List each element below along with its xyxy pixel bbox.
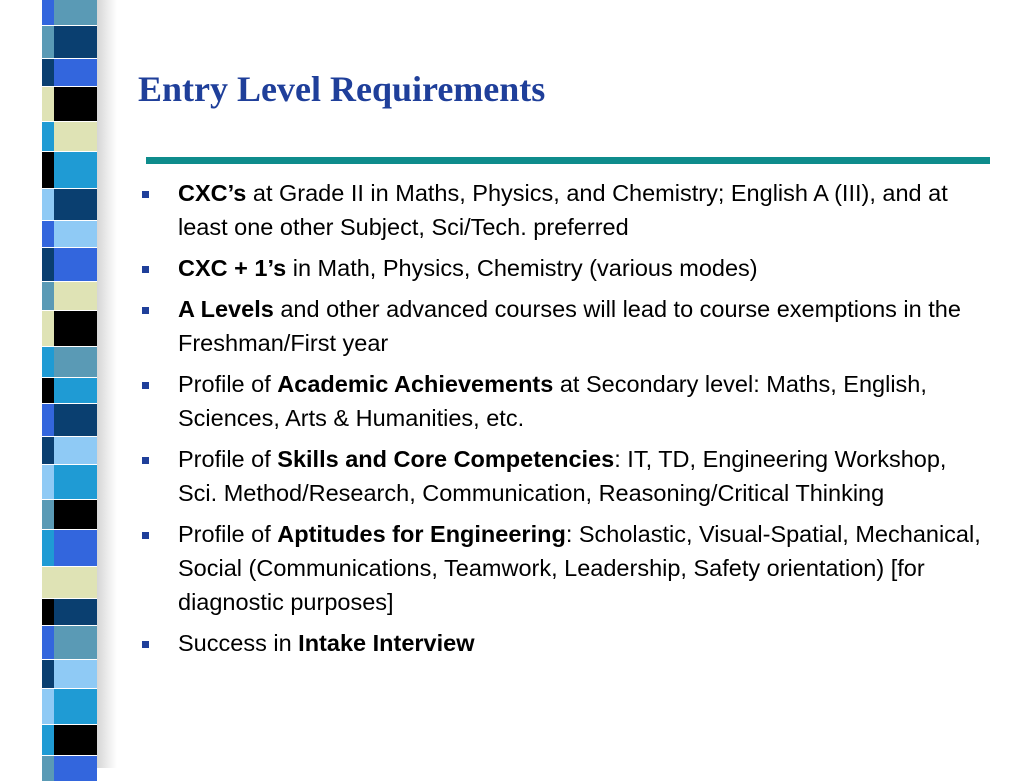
bullet-pre: Profile of: [178, 371, 278, 397]
strip-tile: [42, 189, 54, 221]
strip-tile: [54, 660, 97, 689]
strip-tile: [42, 404, 54, 437]
bullet-pre: Profile of: [178, 446, 278, 472]
bullet-item: [142, 626, 992, 660]
bullet-post: at Secondary level: Maths, English, Sciences, Arts & Humanities, etc.: [178, 371, 927, 431]
strip-tile: [42, 530, 54, 567]
bullet-post: and other advanced courses will lead to course exemptions in the Freshman/First year: [178, 296, 961, 356]
square-bullet-icon: [142, 641, 149, 648]
strip-tile: [54, 221, 97, 248]
strip-tile: [42, 311, 54, 347]
strip-tile: [54, 122, 97, 152]
strip-tile: [42, 59, 54, 87]
strip-tile: [54, 189, 97, 221]
strip-tile: [54, 87, 97, 122]
strip-tile: [42, 0, 54, 26]
strip-tile: [54, 59, 97, 87]
bullet-post: : Scholastic, Visual-Spatial, Mechanical, Social (Communications, Teamwork, Leadership, Safety orientation) [for diagnostic purposes]: [178, 521, 981, 615]
bullet-bold: A Levels: [178, 296, 274, 322]
strip-tile: [42, 437, 54, 465]
bullet-post: : IT, TD, Engineering Workshop, Sci. Method/Research, Communication, Reasoning/Critical Thinking: [178, 446, 947, 506]
strip-tile: [54, 599, 97, 626]
strip-tile: [54, 725, 97, 756]
bullet-pre: Profile of: [178, 521, 278, 547]
strip-tile: [54, 689, 97, 725]
strip-tile: [54, 248, 97, 282]
square-bullet-icon: [142, 307, 149, 314]
strip-tile: [54, 282, 97, 311]
decorative-strip-shadow: [97, 0, 117, 768]
bullet-item: [142, 251, 992, 285]
bullet-post: in Math, Physics, Chemistry (various modes): [286, 255, 758, 281]
strip-tile: [42, 152, 54, 189]
strip-tile: [42, 567, 54, 599]
strip-tile: [42, 689, 54, 725]
bullet-item: [142, 442, 992, 510]
strip-tile: [42, 756, 54, 782]
strip-tile: [54, 152, 97, 189]
strip-tile: [42, 26, 54, 59]
strip-tile: [42, 282, 54, 311]
strip-tile: [54, 530, 97, 567]
strip-tile: [54, 0, 97, 26]
strip-tile: [54, 500, 97, 530]
square-bullet-icon: [142, 532, 149, 539]
strip-tile: [54, 567, 97, 599]
bullet-bold: CXC’s: [178, 180, 247, 206]
strip-tile: [42, 221, 54, 248]
square-bullet-icon: [142, 382, 149, 389]
strip-tile: [42, 500, 54, 530]
strip-tile: [54, 311, 97, 347]
bullet-bold: Skills and Core Competencies: [277, 446, 615, 472]
strip-tile: [42, 87, 54, 122]
title-underline-rule: [146, 157, 990, 164]
strip-tile: [42, 122, 54, 152]
slide-title: Entry Level Requirements: [138, 69, 546, 109]
bullet-pre: Success in: [178, 630, 299, 656]
strip-tile: [54, 26, 97, 59]
strip-tile: [42, 378, 54, 404]
strip-tile: [42, 465, 54, 500]
strip-tile: [54, 378, 97, 404]
bullet-item: [142, 176, 992, 244]
bullet-bold: Academic Achievements: [277, 371, 554, 397]
bullet-list: [142, 176, 992, 667]
strip-tile: [42, 725, 54, 756]
strip-tile: [54, 756, 97, 782]
strip-tile: [42, 248, 54, 282]
strip-tile: [42, 347, 54, 378]
decorative-side-strip: [42, 0, 97, 768]
square-bullet-icon: [142, 191, 149, 198]
strip-tile: [42, 599, 54, 626]
bullet-item: [142, 517, 992, 619]
strip-tile: [54, 404, 97, 437]
strip-tile: [54, 626, 97, 660]
bullet-item: [142, 292, 992, 360]
strip-tile: [42, 626, 54, 660]
strip-tile: [54, 465, 97, 500]
strip-tile: [54, 437, 97, 465]
bullet-post: at Grade II in Maths, Physics, and Chemistry; English A (III), and at least one other Subject, Sci/Tech. preferred: [178, 180, 948, 240]
bullet-bold: Aptitudes for Engineering: [277, 521, 566, 547]
bullet-item: [142, 367, 992, 435]
bullet-bold: CXC + 1’s: [178, 255, 287, 281]
square-bullet-icon: [142, 457, 149, 464]
bullet-bold: Intake Interview: [298, 630, 475, 656]
square-bullet-icon: [142, 266, 149, 273]
strip-tile: [54, 347, 97, 378]
strip-tile: [42, 660, 54, 689]
